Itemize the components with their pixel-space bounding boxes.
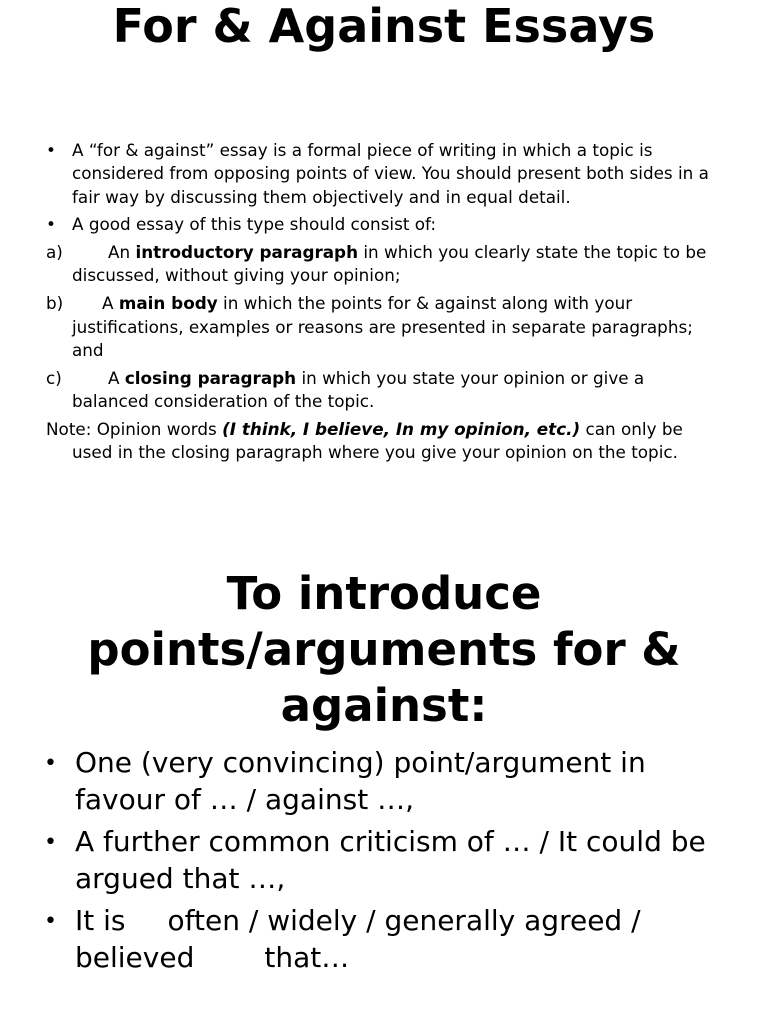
item-text: in which the points for & against along with your justifications, examples or reasons are presented in separate paragraphs; and [72, 293, 693, 360]
note [46, 418, 726, 465]
section-title: To introduce points/arguments for & against: [87, 567, 681, 732]
item-pre: An [108, 242, 131, 263]
bullet-icon: • [44, 751, 57, 776]
item-marker: a) [46, 242, 63, 263]
phrase-text: A further common criticism of … / It could be argued that …, [75, 825, 706, 895]
item-keyword: introductory paragraph [135, 242, 359, 263]
phrase-text: One (very convincing) point/argument in favour of … / against …, [75, 746, 646, 816]
item-keyword: closing paragraph [124, 367, 297, 388]
list-item [44, 745, 734, 818]
list-item [46, 139, 726, 209]
item-keyword: main body [118, 293, 218, 314]
phrase-text-3: that… [264, 940, 350, 974]
note-label: Note: Opinion words [46, 418, 217, 439]
phrase-list [44, 745, 734, 982]
item-text: in which you clearly state the topic to be discussed, without giving your opinion; [72, 242, 707, 286]
item-marker: c) [46, 367, 62, 388]
phrase-text-2: often / widely / generally agreed / believed [75, 904, 641, 974]
list-item [44, 903, 734, 976]
phrase-text-1: It is [75, 904, 126, 937]
bullet-icon: • [46, 140, 56, 160]
bullet-text: A good essay of this type should consist of: [72, 214, 436, 235]
list-item [46, 213, 726, 236]
item-text: in which you state your opinion or give a balanced consideration of the topic. [72, 367, 645, 411]
item-marker: b) [46, 293, 64, 314]
list-item [44, 824, 734, 897]
page-title: For & Against Essays [112, 0, 656, 53]
list-item-b [46, 292, 726, 362]
bullet-icon: • [46, 214, 56, 235]
item-pre: A [102, 293, 114, 314]
bullet-icon: • [44, 909, 57, 934]
bullet-text: A “for & against” essay is a formal piece of writing in which a topic is considered from opposing points of view. You should present both sides in a fair way by discussing them objectively and in equal detail. [72, 140, 709, 207]
essay-description [46, 139, 726, 469]
note-text: can only be used in the closing paragraph where you give your opinion on the topic. [72, 418, 683, 463]
list-item-c [46, 367, 726, 414]
list-item-a [46, 241, 726, 288]
bullet-icon: • [44, 830, 57, 855]
item-pre: A [108, 367, 120, 388]
note-examples: (I think, I believe, In my opinion, etc.) [222, 418, 581, 439]
